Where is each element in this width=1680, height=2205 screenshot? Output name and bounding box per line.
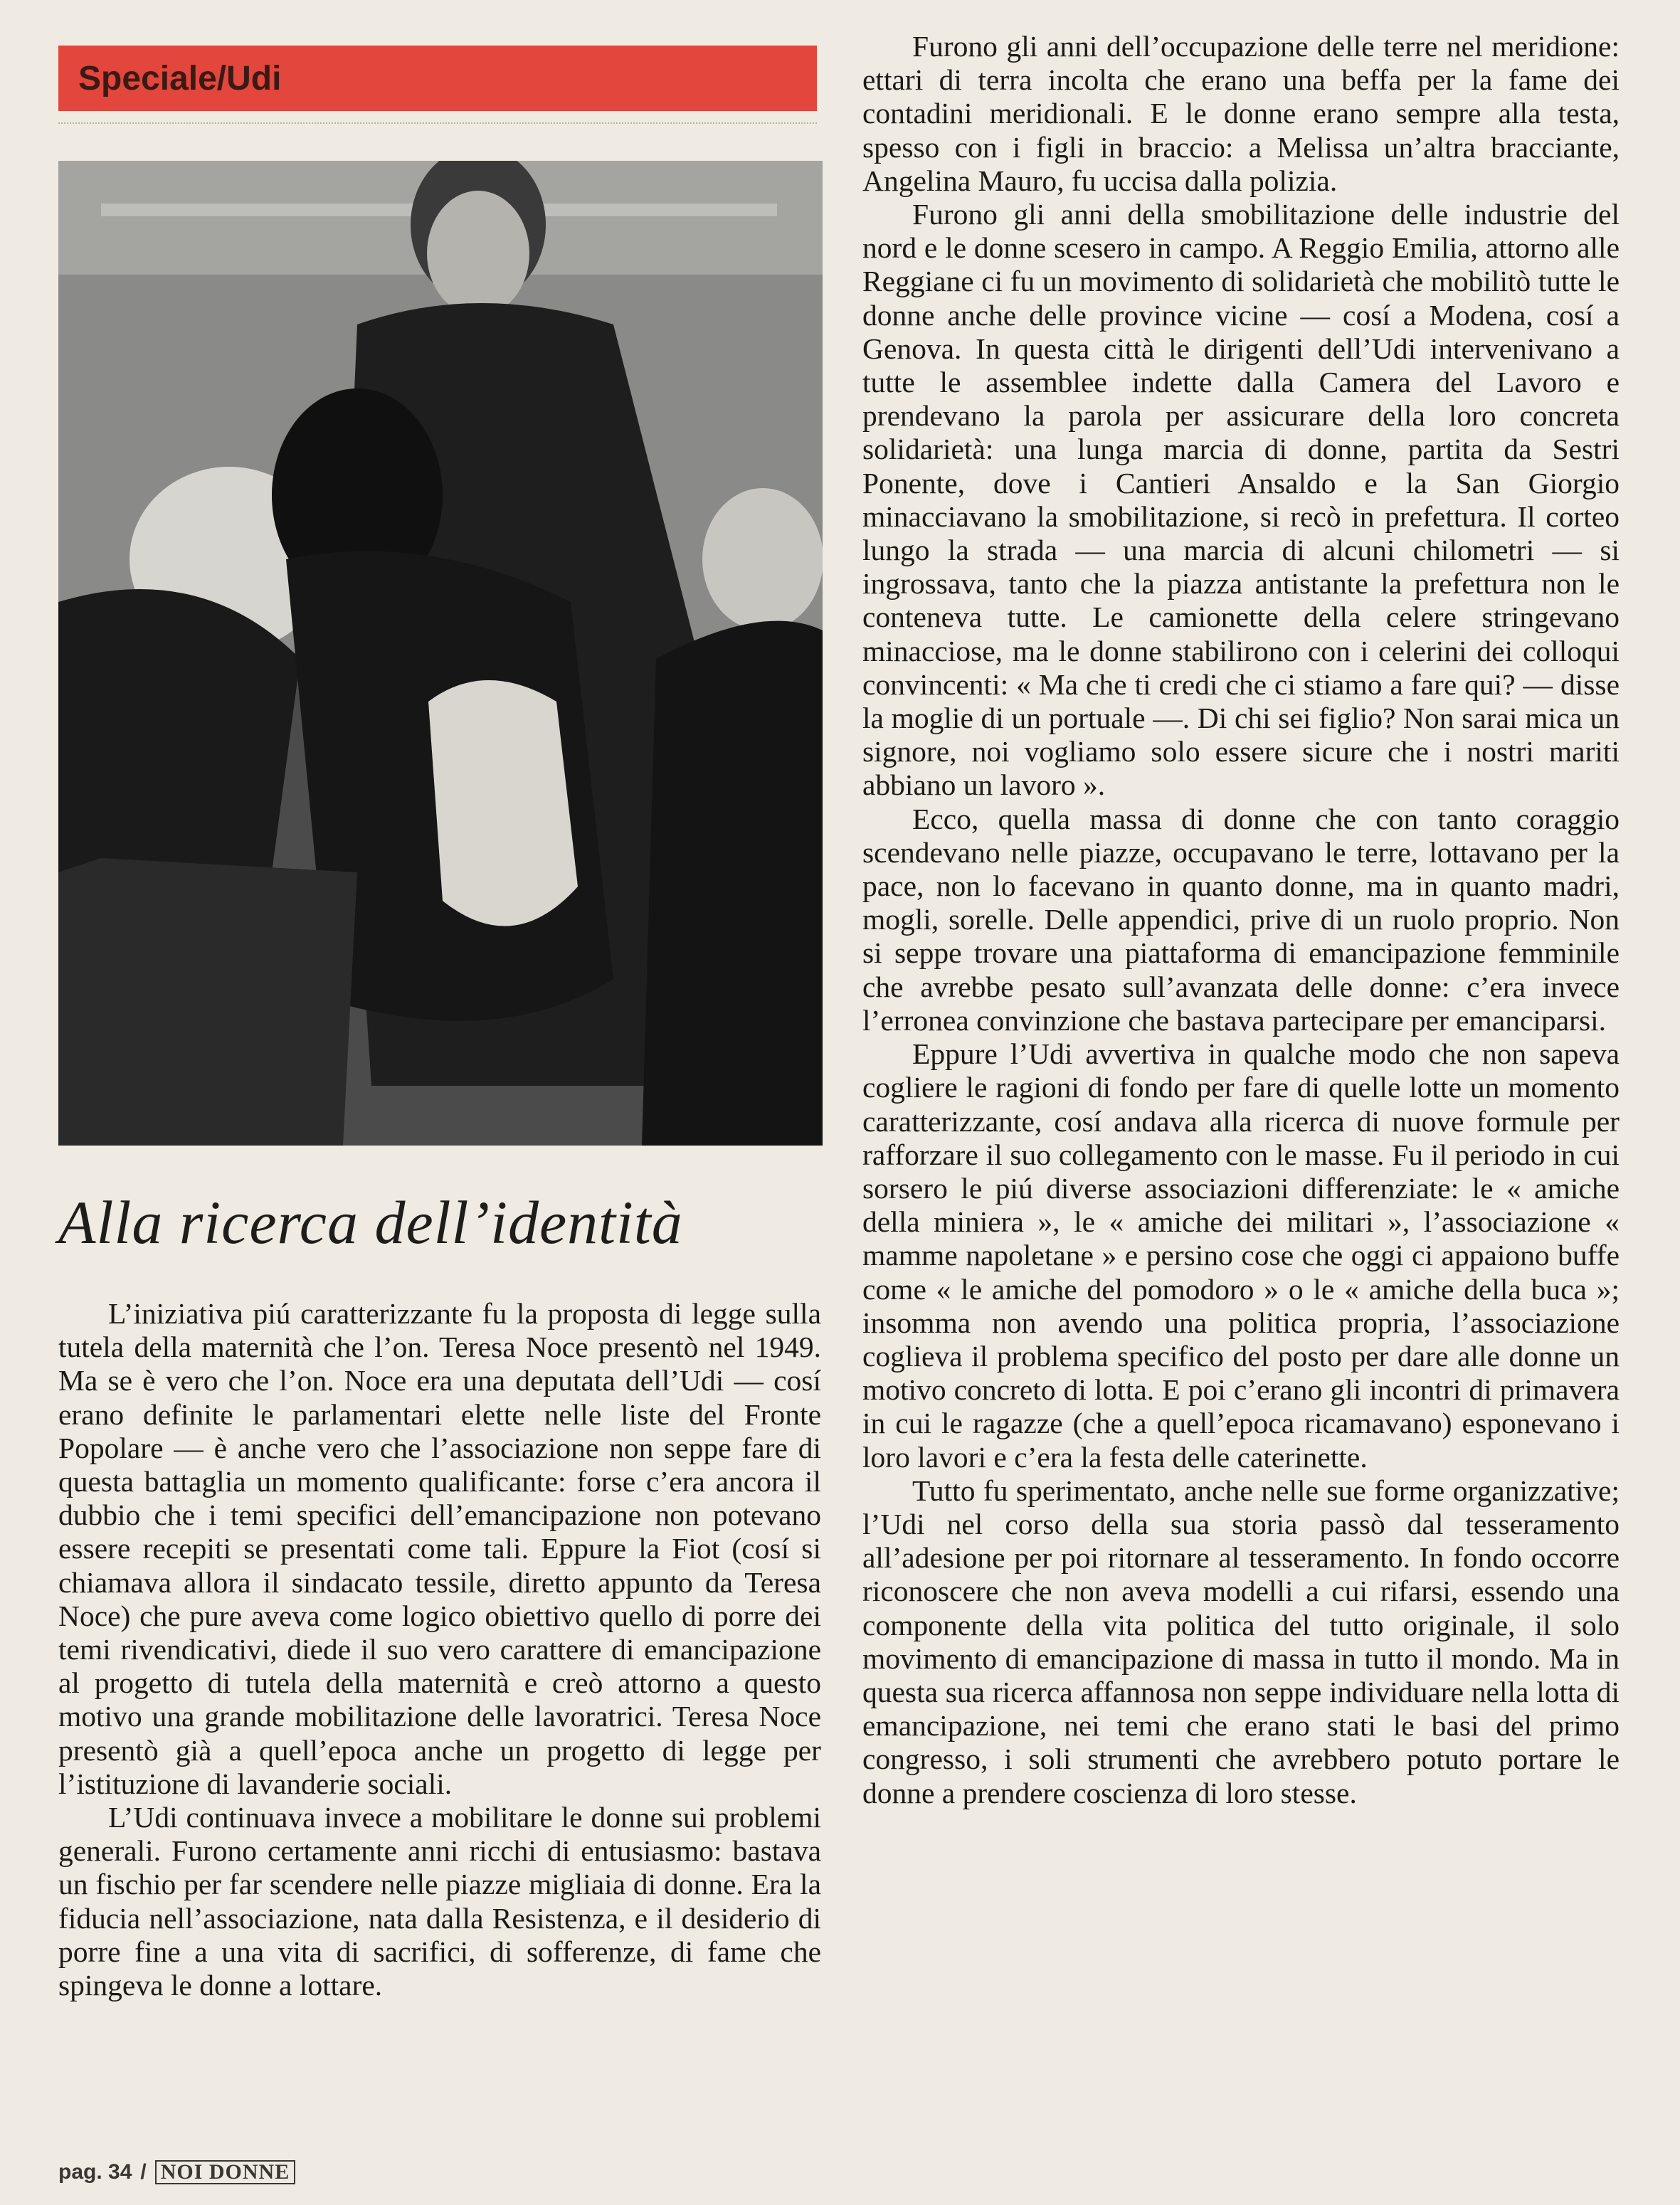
paragraph: L’iniziativa piú caratterizzante fu la proposta di legge sulla tutela della maternità che l’on. Teresa Noce presentò nel 1949. Ma se è vero che l’on. Noce era una deputata dell’Udi — cosí erano definite le parlamentari elette nelle liste del Fronte Popolare — è anche vero che l’associazione non seppe fare di questa battaglia un momento qualificante: forse c’era ancora il dubbio che i temi specifici dell’emancipazione non potevano essere recepiti se presentati come tali. Eppure la Fiot (cosí si chiamava allora il sindacato tessile, diretto appunto da Teresa Noce) che pure aveva come logico obiettivo quello di porre dei temi rivendicativi, diede il suo vero carattere di emancipazione al progetto di tutela della maternità e creò attorno a questo motivo una grande mobilitazione delle lavoratrici. Teresa Noce presentò già a quell’epoca anche un progetto di legge per l’istituzione di lavanderie sociali. xyxy=(58,1297,821,1800)
banner-divider xyxy=(58,122,817,124)
paragraph: Furono gli anni della smobilitazione delle industrie del nord e le donne scesero in campo. A Reggio Emilia, attorno alle Reggiane ci fu un movimento di solidarietà che mobilitò tutte le donne anche delle province vicine — cosí a Modena, cosí a Genova. In questa città le dirigenti dell’Udi intervenivano a tutte le assemblee indette dalla Camera del Lavoro e prendevano la parola per assicurare della loro concreta solidarietà: una lunga marcia di donne, partita da Sestri Ponente, dove i Cantieri Ansaldo e la San Giorgio minacciavano la smobilitazione, si recò in prefettura. Il corteo lungo la strada — una marcia di alcuni chilometri — si ingrossava, tanto che la piazza antistante la prefettura non le conteneva tutte. Le camionette della celere stringevano minacciose, ma le donne stabilirono con i celerini dei colloqui convincenti: « Ma che ti credi che ci stiamo a fare qui? — disse la moglie di un portuale —. Di chi sei figlio? Non sarai mica un signore, noi vogliamo solo essere sicure che i nostri mariti abbiano un lavoro ». xyxy=(862,198,1620,802)
paragraph: Tutto fu sperimentato, anche nelle sue forme organizzative; l’Udi nel corso della sua storia passò dal tesseramento all’adesione per poi ritornare al tesseramento. In fondo occorre riconoscere che non aveva modelli a cui rifarsi, essendo una componente della vita politica del tutto originale, il solo movimento di emancipazione di massa in tutto il mondo. Ma in questa sua ricerca affannosa non seppe individuare nella lotta di emancipazione, nei temi che erano stati le basi del primo congresso, i soli strumenti che avrebbero potuto portare le donne a prendere coscienza di loro stesse. xyxy=(862,1474,1620,1809)
page-footer xyxy=(58,2160,295,2184)
section-label: Speciale/Udi xyxy=(78,59,282,97)
right-text-column xyxy=(862,30,1620,1810)
paragraph: Eppure l’Udi avvertiva in qualche modo che non sapeva cogliere le ragioni di fondo per fare di quelle lotte un momento caratterizzante, cosí andava alla ricerca di nuove formule per rafforzare il suo collegamento con le masse. Fu il periodo in cui sorsero le piú diverse associazioni differenziate: le « amiche della miniera », le « amiche dei militari », l’associazione « mamme napoletane » e persino cose che oggi ci appaiono buffe come « le amiche del pomodoro » o le « amiche della buca »; insomma non avendo una politica propria, l’associazione coglieva il problema specifico del posto per dare alle donne un motivo concreto di lotta. E poi c’erano gli incontri di primavera in cui le ragazze (che a quell’epoca ricamavano) esponevano i loro lavori e c’era la festa delle caterinette. xyxy=(862,1037,1620,1474)
article-title: Alla ricerca dell’identità xyxy=(58,1188,683,1257)
paragraph: Furono gli anni dell’occupazione delle terre nel meridione: ettari di terra incolta che erano una beffa per la fame dei contadini meridionali. E le donne erano sempre alla testa, spesso con i figli in braccio: a Melissa un’altra bracciante, Angelina Mauro, fu uccisa dalla polizia. xyxy=(862,30,1620,197)
section-banner xyxy=(58,46,817,111)
paragraph: Ecco, quella massa di donne che con tanto coraggio scendevano nelle piazze, occupavano le terre, lottavano per la pace, non lo facevano in quanto donne, ma in quanto madri, mogli, sorelle. Delle appendici, prive di un ruolo proprio. Non si seppe trovare una piattaforma di emancipazione femminile che avrebbe pesato sull’avanzata delle donne: c’era invece l’erronea convinzione che bastava partecipare per emanciparsi. xyxy=(862,802,1620,1037)
left-text-column xyxy=(58,1297,821,2002)
footer-separator: / xyxy=(140,2160,147,2184)
page-number: pag. 34 xyxy=(58,2160,132,2184)
paragraph: L’Udi continuava invece a mobilitare le donne sui problemi generali. Furono certamente anni ricchi di entusiasmo: bastava un fischio per far scendere nelle piazze migliaia di donne. Era la fiducia nell’associazione, nata dalla Resistenza, e il desiderio di porre fine a una vita di sacrifici, di sofferenze, di fame che spingeva le donne a lottare. xyxy=(58,1801,821,2002)
magazine-logo: NOI DONNE xyxy=(155,2160,296,2184)
article-photo xyxy=(58,161,823,1146)
photo-illustration xyxy=(58,161,823,1146)
